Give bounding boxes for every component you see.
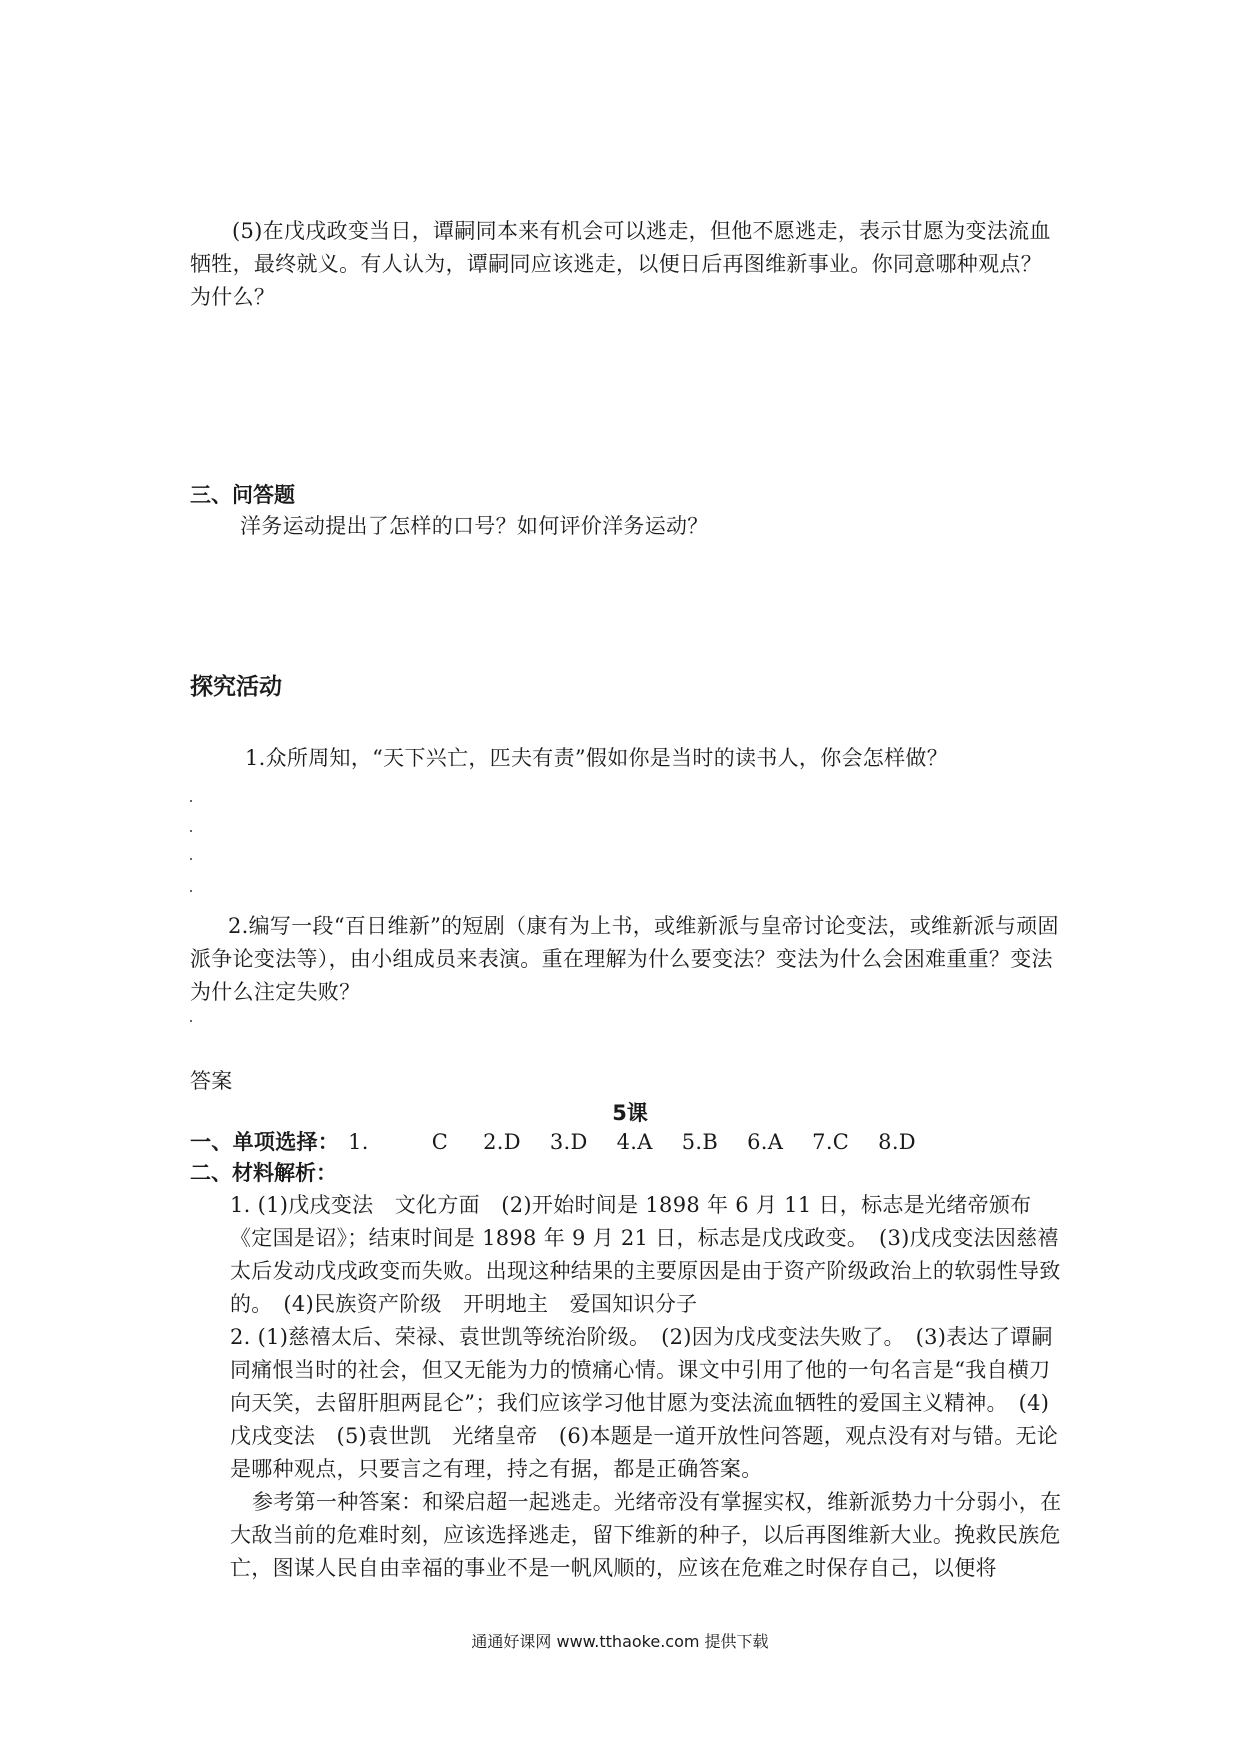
mc-answer: 1.	[348, 1130, 369, 1154]
mc-title: 一、单项选择：	[190, 1130, 340, 1154]
mc-answer: 7.C	[812, 1130, 850, 1154]
mc-answer: C	[431, 1130, 449, 1154]
answers-label: 答案	[190, 1069, 233, 1093]
question-5: (5)在戊戌政变当日，谭嗣同本来有机会可以逃走，但他不愿逃走，表示甘愿为变法流血牺牲，最终就义。有人认为，谭嗣同应该逃走，以便日后再图维新事业。你同意哪种观点？为什么？	[190, 219, 1051, 309]
inquiry-title: 探究活动	[190, 674, 282, 700]
reference-answer: 参考第一种答案：和梁启超一起逃走。光绪帝没有掌握实权，维新派势力十分弱小，在大敌当前的危难时刻，应该选择逃走，留下维新的种子，以后再图维新大业。挽救民族危亡，图谋人民自由幸福的事业不是一帆风顺的，应该在危难之时保存自己，以便将	[230, 1490, 1062, 1580]
multiple-choice-answers	[190, 1126, 1070, 1159]
mc-answer: 2.D	[483, 1130, 521, 1154]
lesson-title: 5课	[612, 1101, 648, 1125]
material-answer-2: 2. (1)慈禧太后、荣禄、袁世凯等统治阶级。 (2)因为戊戌变法失败了。 (3)表达了谭嗣同痛恨当时的社会，但又无能为力的愤痛心情。课文中引用了他的一句名言是“我自横刀向天笑，去留肝胆两昆仑”；我们应该学习他甘愿为变法流血牺牲的爱国主义精神。 (4)戊戌变法 (5)袁世凯 光绪皇帝 (6)本题是一道开放性问答题，观点没有对与错。无论是哪种观点，只要言之有理，持之有据，都是正确答案。	[230, 1325, 1059, 1481]
inquiry-item-2: 2.编写一段“百日维新”的短剧（康有为上书，或维新派与皇帝讨论变法，或维新派与顽固派争论变法等），由小组成员来表演。重在理解为什么要变法？变法为什么会困难重重？变法为什么注定失败？	[190, 914, 1059, 1004]
blank-mark	[190, 1020, 192, 1022]
mc-answer: 3.D	[549, 1130, 588, 1154]
mc-answer: 8.D	[878, 1130, 916, 1154]
mc-answer: 5.B	[681, 1130, 719, 1154]
section-3-question: 洋务运动提出了怎样的口号？如何评价洋务运动？	[240, 514, 709, 538]
inquiry-item-1: 1.众所周知，“天下兴亡，匹夫有责”假如你是当时的读书人，你会怎样做？	[245, 746, 949, 770]
blank-mark	[190, 890, 192, 892]
blank-mark	[190, 830, 192, 832]
material-answer-1: 1. (1)戊戌变法 文化方面 (2)开始时间是 1898 年 6 月 11 日，标志是光绪帝颁布《定国是诏》；结束时间是 1898 年 9 月 21 日，标志是戊戌政变。 (3)戊戌变法因慈禧太后发动戊戌政变而失败。出现这种结果的主要原因是由于资产阶级政治上的软弱性导致的。 (4)民族资产阶级 开明地主 爱国知识分子	[230, 1193, 1061, 1316]
blank-mark	[190, 858, 192, 860]
material-title: 二、材料解析：	[190, 1161, 337, 1185]
blank-mark	[190, 800, 192, 802]
section-3-title: 三、问答题	[190, 483, 295, 507]
footer-text: 通通好课网 www.tthaoke.com 提供下载	[471, 1632, 769, 1651]
mc-answer: 4.A	[616, 1130, 653, 1154]
mc-answer: 6.A	[747, 1130, 784, 1154]
